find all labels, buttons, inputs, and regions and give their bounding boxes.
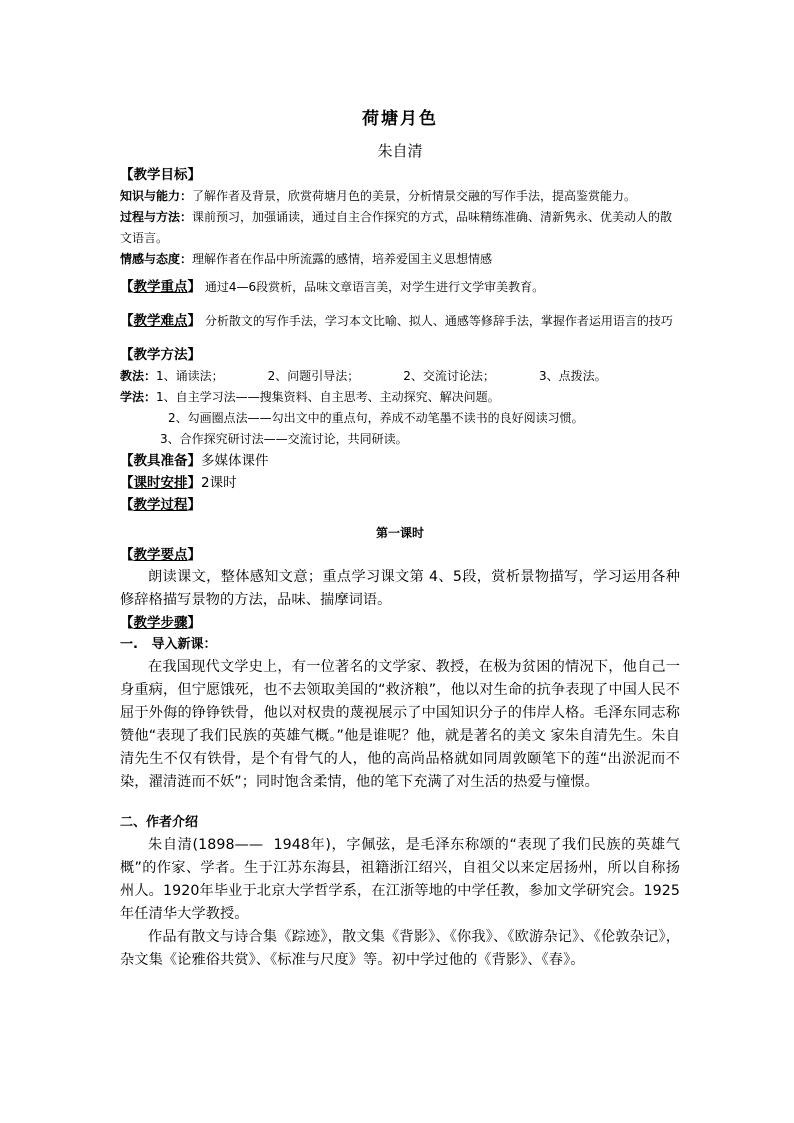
time-heading-label: 课时安排 — [133, 475, 188, 491]
difficulty-heading — [120, 313, 201, 329]
time-row — [120, 472, 680, 494]
goal-process — [120, 207, 680, 249]
bracket-open: 【 — [120, 313, 134, 329]
goal-process-label: 过程与方法： — [120, 210, 193, 224]
teaching-methods-label: 教法： — [120, 369, 157, 383]
process-heading — [120, 494, 680, 516]
key-points-heading-label: 教学重点 — [133, 279, 188, 295]
teaching-methods — [120, 366, 680, 387]
goal-knowledge-text: 了解作者及背景，欣赏荷塘月色的美景，分析情景交融的写作手法，提高鉴赏能力。 — [192, 189, 637, 203]
teaching-method-item: 3、点拨法。 — [538, 369, 607, 383]
goal-attitude-text: 理解作者在作品中所流露的感情，培养爱国主义思想情感 — [192, 252, 493, 266]
learning-method-item: 1、自主学习法——搜集资料、自主思考、主动探究、解决问题。 — [156, 390, 500, 404]
bracket-close: 】 — [187, 497, 201, 513]
learning-method-item: 3、合作探究研讨法——交流讨论，共同研读。 — [160, 432, 408, 446]
difficulty-text: 分析散文的写作手法，学习本文比喻、拟人、通感等修辞手法，掌握作者运用语言的技巧 — [204, 314, 673, 328]
step-one-paragraph: 在我国现代文学史上，有一位著名的文学家、教授，在极为贫困的情况下，他自己一身重病，但宁愿饿死，也不去领取美国的“救济粮”，他以对生命的抗争表现了中国人民不屈于外侮的铮铮铁骨，他以对权贵的蔑视展示了中国知识分子的伟岸人格。毛泽东同志称赞他“表现了我们民族的英雄气概。”他是谁呢？他，就是著名的美文 家朱自清先生。朱自清先生不仅有铁骨，是个有骨气的人，他的高尚品格就如同周敦颐笔下的莲“出淤泥而不染，濯清涟而不妖”；同时饱含柔情，他的笔下充满了对生活的热爱与憧憬。 — [120, 659, 680, 790]
bracket-close: 】 — [187, 615, 201, 631]
learning-methods-label: 学法： — [120, 390, 157, 404]
steps-heading-label: 教学步骤 — [133, 615, 188, 631]
section-goals-heading: 【教学目标】 — [120, 167, 201, 183]
bracket-close: 】 — [187, 313, 201, 329]
section-methods-heading: 【教学方法】 — [120, 347, 201, 363]
teaching-method-item: 1、诵读法； — [156, 369, 224, 383]
step-one-heading: 一. 导入新课： — [120, 637, 217, 652]
bracket-close: 】 — [187, 475, 201, 491]
goal-knowledge-label: 知识与能力： — [120, 189, 193, 203]
key-points — [120, 276, 680, 298]
document-author: 朱自清 — [377, 142, 423, 160]
bracket-close: 】 — [187, 279, 201, 295]
goal-attitude-label: 情感与态度： — [120, 252, 193, 266]
lesson-one-heading: 第一课时 — [375, 526, 424, 540]
bracket-open: 【 — [120, 279, 134, 295]
goal-process-text: 课前预习，加强诵读，通过自主合作探究的方式，品味精练准确、清新隽永、优美动人的散文语言。 — [120, 210, 673, 245]
teaching-method-item: 2、交流讨论法； — [403, 369, 495, 383]
step-two-heading: 二、作者介绍 — [120, 815, 199, 830]
key-points-heading — [120, 279, 201, 295]
difficulty — [120, 310, 680, 332]
steps-heading — [120, 612, 680, 634]
bracket-open: 【 — [120, 615, 134, 631]
process-heading-label: 教学过程 — [133, 497, 188, 513]
bracket-open: 【 — [120, 475, 134, 491]
time-heading — [120, 475, 201, 491]
points-heading — [120, 544, 680, 566]
points-paragraph: 朗读课文，整体感知文意；重点学习课文第 4、5段，赏析景物描写，学习运用各种修辞格描写景物的方法，品味、揣摩词语。 — [120, 569, 680, 608]
bracket-open: 【 — [120, 547, 134, 563]
tools-text: 多媒体课件 — [201, 453, 269, 469]
key-points-text: 通过4—6段赏析，品味文章语言美，对学生进行文学审美教育。 — [204, 280, 545, 294]
tools-heading: 【教具准备】 — [120, 453, 201, 469]
points-heading-label: 教学要点 — [133, 547, 188, 563]
goal-knowledge — [120, 186, 680, 207]
time-text: 2课时 — [201, 475, 237, 491]
works-paragraph: 作品有散文与诗合集《踪迹》，散文集《背影》、《你我》、《欧游杂记》、《伦敦杂记》，杂文集《论雅俗共赏》、《标准与尺度》等。初中学过他的《背影》、《春》。 — [120, 929, 680, 968]
learning-method-item: 2、勾画圈点法——勾出文中的重点句，养成不动笔墨不读书的良好阅读习惯。 — [168, 411, 584, 425]
document-title: 荷塘月色 — [362, 109, 438, 129]
learning-methods — [120, 387, 680, 408]
teaching-method-item: 2、问题引导法； — [267, 369, 360, 383]
bracket-close: 】 — [187, 547, 201, 563]
author-intro-paragraph: 朱自清(1898—— 1948年)，字佩弦，是毛泽东称颂的“表现了我们民族的英雄气概”的作家、学者。生于江苏东海县，祖籍浙江绍兴，自祖父以来定居扬州，所以自称扬州人。1920年毕业于北京大学哲学系，在江浙等地的中学任教，参加文学研究会。1925年任清华大学教授。 — [120, 837, 680, 922]
goal-attitude — [120, 249, 680, 270]
difficulty-heading-label: 教学难点 — [133, 313, 188, 329]
document-body — [120, 100, 680, 972]
bracket-open: 【 — [120, 497, 134, 513]
tools-row — [120, 450, 680, 472]
